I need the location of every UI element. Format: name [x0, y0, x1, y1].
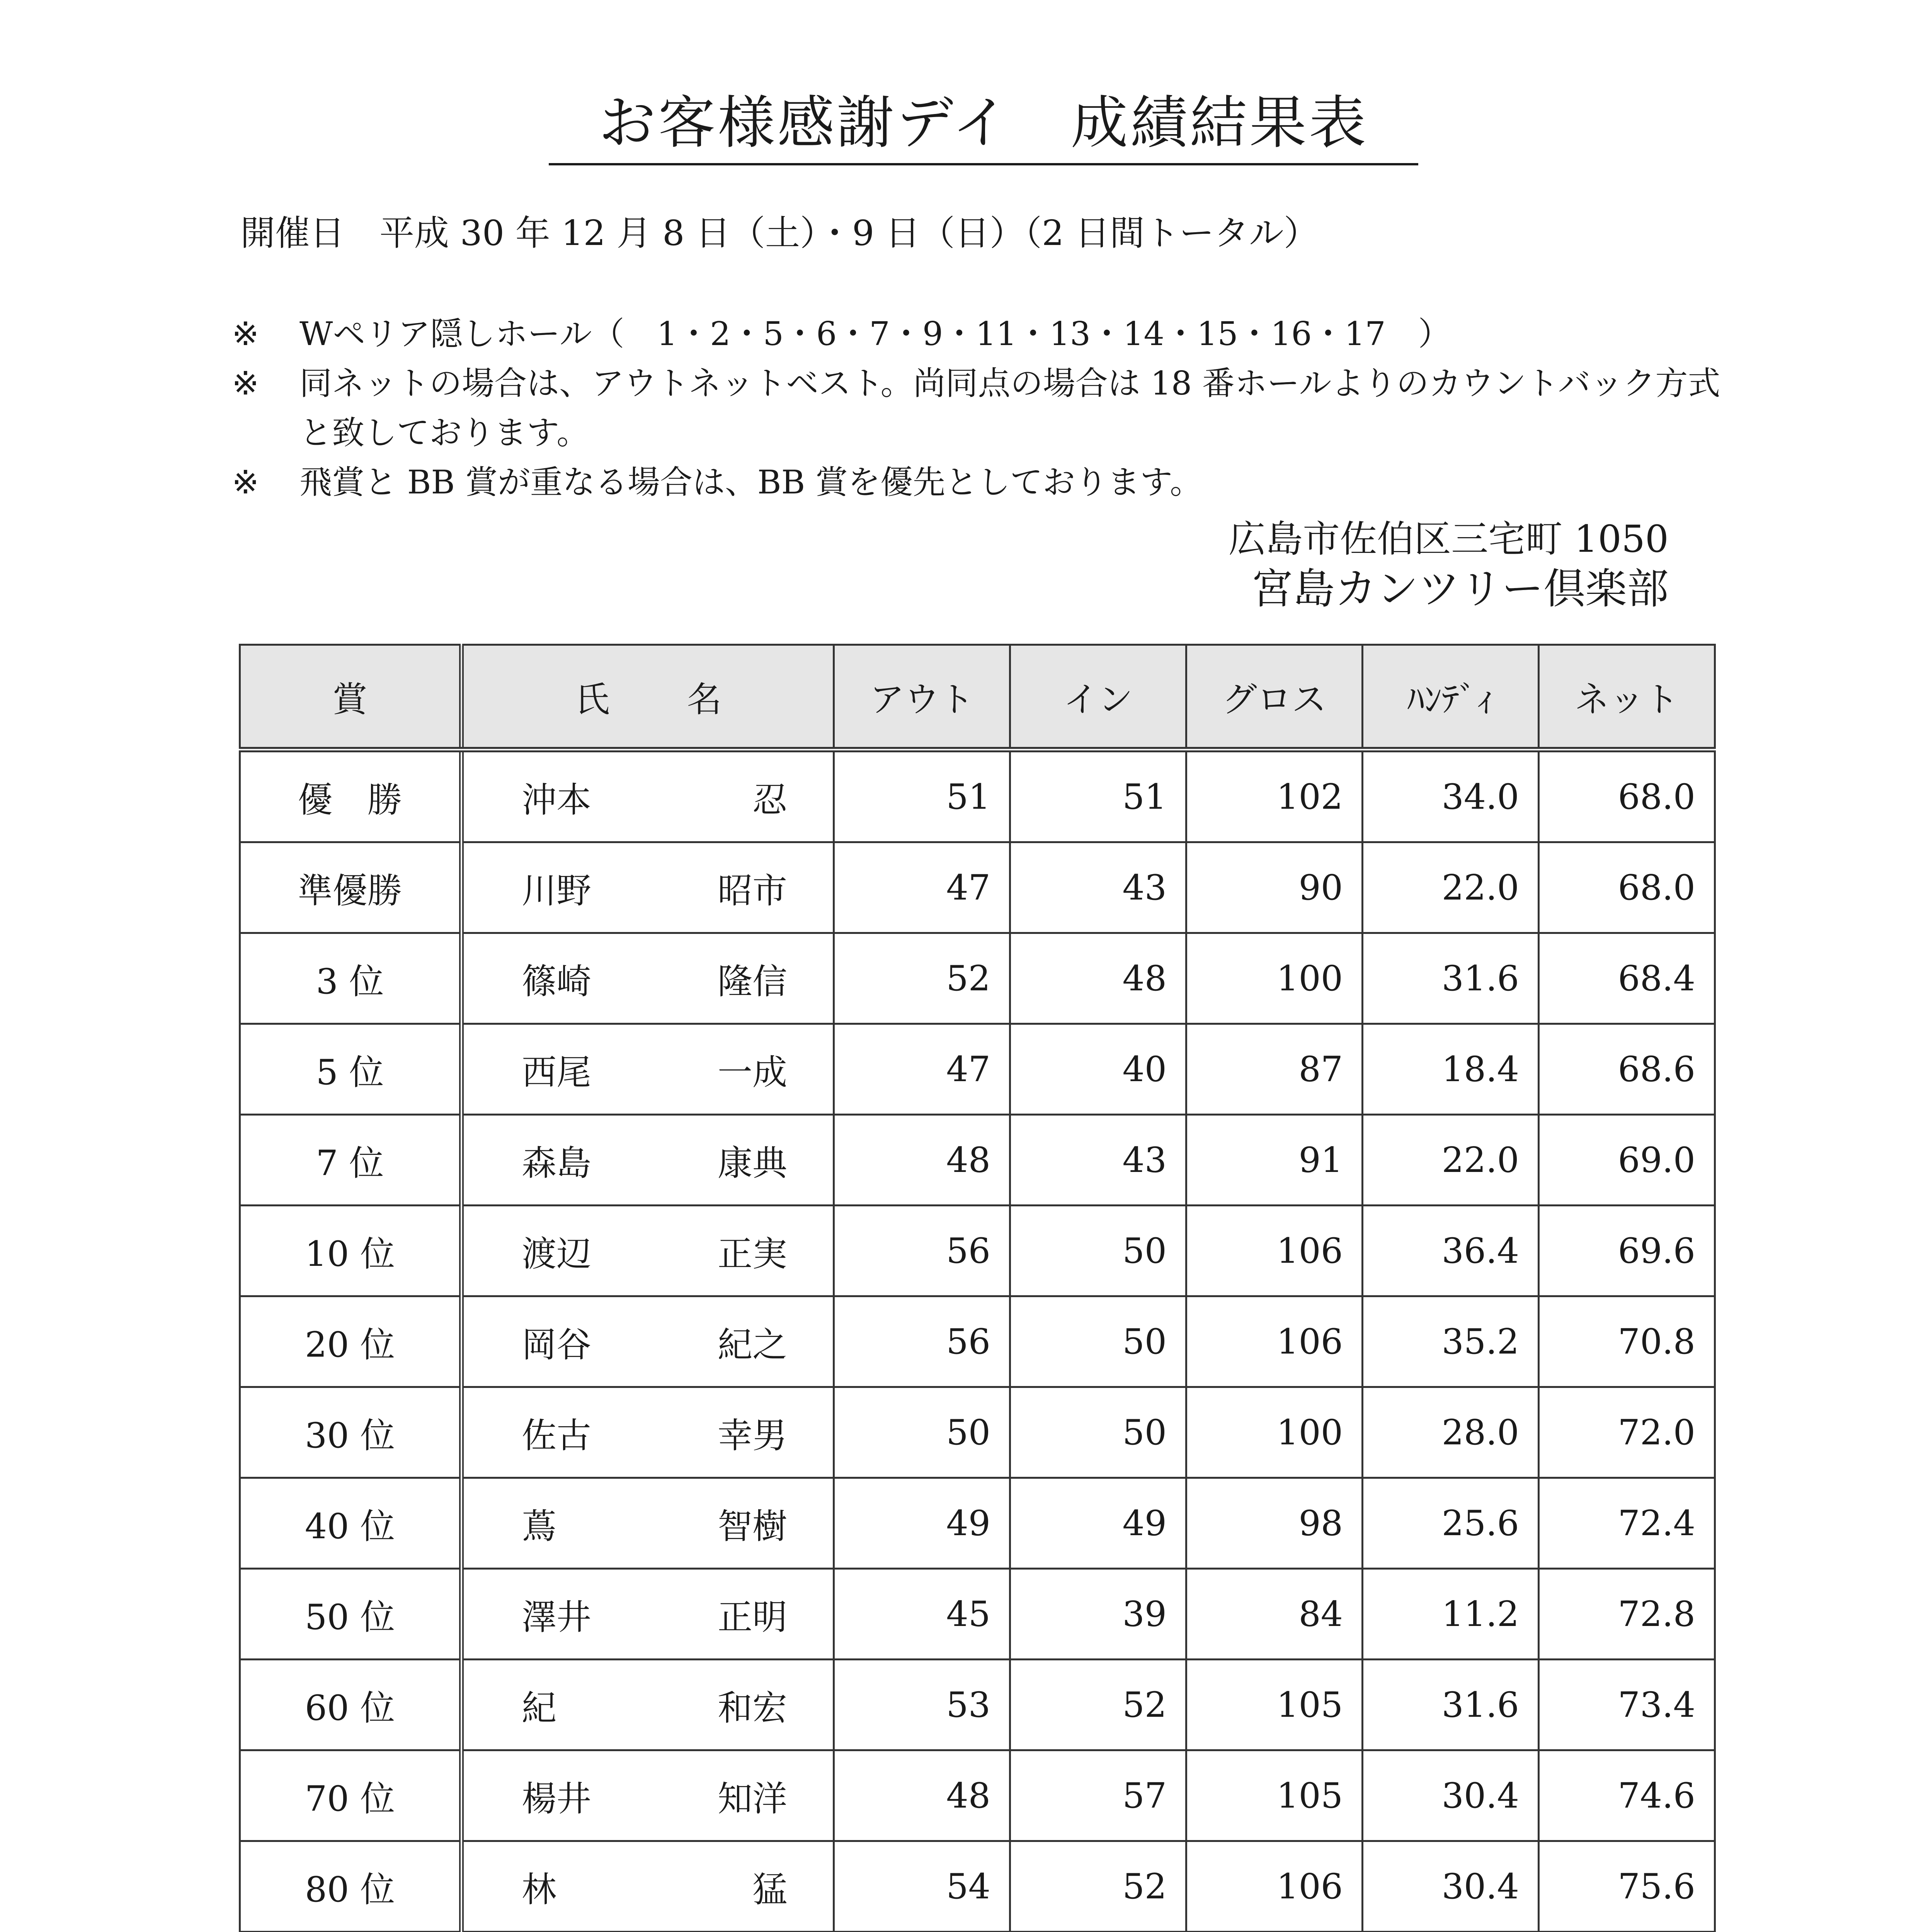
handicap-value: 36.4 — [1363, 1206, 1539, 1296]
table-row — [240, 933, 1715, 1024]
given-name: 一成 — [718, 1052, 787, 1093]
document-title: お客様感謝デイ 成績結果表 — [549, 77, 1418, 165]
given-name: 猛 — [752, 1869, 787, 1910]
table-row — [240, 1478, 1715, 1569]
family-name: 林 — [522, 1869, 556, 1910]
out-score: 48 — [834, 1750, 1010, 1841]
prize-cell: 準優勝 — [240, 842, 462, 933]
family-name: 森島 — [522, 1143, 591, 1184]
in-score: 50 — [1010, 1387, 1186, 1478]
out-score: 51 — [834, 750, 1010, 842]
net-score: 74.6 — [1539, 1750, 1715, 1841]
handicap-value: 11.2 — [1363, 1569, 1539, 1660]
handicap-value: 31.6 — [1363, 933, 1539, 1024]
net-score: 68.0 — [1539, 842, 1715, 933]
club-address: 広島市佐伯区三宅町 1050 — [1229, 517, 1669, 561]
in-score: 48 — [1010, 933, 1186, 1024]
name-cell — [461, 1569, 834, 1660]
prize-cell: 80 位 — [240, 1841, 462, 1932]
prize-cell: 30 位 — [240, 1387, 462, 1478]
name-cell — [461, 1750, 834, 1841]
table-row — [240, 1841, 1715, 1932]
gross-score: 91 — [1186, 1115, 1363, 1206]
given-name: 康典 — [718, 1143, 787, 1184]
out-score: 53 — [834, 1660, 1010, 1750]
given-name: 知洋 — [718, 1779, 787, 1819]
prize-cell: 60 位 — [240, 1660, 462, 1750]
handicap-value: 18.4 — [1363, 1024, 1539, 1115]
in-score: 40 — [1010, 1024, 1186, 1115]
in-score: 52 — [1010, 1660, 1186, 1750]
net-score: 69.6 — [1539, 1206, 1715, 1296]
name-cell — [461, 933, 834, 1024]
event-date: 開催日 平成 30 年 12 月 8 日（土）・9 日（日）（2 日間トータル） — [240, 213, 1319, 253]
out-score: 56 — [834, 1296, 1010, 1387]
in-score: 50 — [1010, 1206, 1186, 1296]
note-mark: ※ — [232, 315, 259, 353]
gross-score: 106 — [1186, 1206, 1363, 1296]
results-body — [240, 750, 1715, 1932]
family-name: 楊井 — [522, 1779, 591, 1819]
in-score: 51 — [1010, 750, 1186, 842]
note-mark: ※ — [232, 364, 259, 402]
net-score: 69.0 — [1539, 1115, 1715, 1206]
given-name: 幸男 — [718, 1415, 787, 1456]
handicap-value: 28.0 — [1363, 1387, 1539, 1478]
gross-score: 90 — [1186, 842, 1363, 933]
out-score: 52 — [834, 933, 1010, 1024]
given-name: 隆信 — [718, 961, 787, 1002]
handicap-value: 35.2 — [1363, 1296, 1539, 1387]
table-row — [240, 750, 1715, 842]
net-score: 68.4 — [1539, 933, 1715, 1024]
out-score: 47 — [834, 842, 1010, 933]
out-score: 56 — [834, 1206, 1010, 1296]
family-name: 岡谷 — [522, 1325, 591, 1365]
header-prize: 賞 — [240, 645, 462, 750]
note-text: Wペリア隠しホール（ 1・2・5・6・7・9・11・13・14・15・16・17 ） — [299, 315, 1451, 353]
gross-score: 87 — [1186, 1024, 1363, 1115]
handicap-value: 34.0 — [1363, 750, 1539, 842]
header-in: イン — [1010, 645, 1186, 750]
net-score: 72.0 — [1539, 1387, 1715, 1478]
name-cell — [461, 1841, 834, 1932]
gross-score: 98 — [1186, 1478, 1363, 1569]
gross-score: 106 — [1186, 1296, 1363, 1387]
name-cell — [461, 1660, 834, 1750]
out-score: 49 — [834, 1478, 1010, 1569]
given-name: 智樹 — [718, 1506, 787, 1547]
gross-score: 100 — [1186, 1387, 1363, 1478]
table-row — [240, 842, 1715, 933]
out-score: 45 — [834, 1569, 1010, 1660]
name-cell — [461, 1206, 834, 1296]
gross-score: 100 — [1186, 933, 1363, 1024]
prize-cell: 7 位 — [240, 1115, 462, 1206]
prize-cell: 20 位 — [240, 1296, 462, 1387]
prize-cell: 10 位 — [240, 1206, 462, 1296]
header-out: アウト — [834, 645, 1010, 750]
net-score: 68.6 — [1539, 1024, 1715, 1115]
table-row — [240, 1750, 1715, 1841]
handicap-value: 22.0 — [1363, 1115, 1539, 1206]
table-header-row — [240, 645, 1715, 750]
header-handicap: ﾊﾝﾃﾞｨ — [1363, 645, 1539, 750]
table-row — [240, 1206, 1715, 1296]
out-score: 54 — [834, 1841, 1010, 1932]
given-name: 忍 — [752, 780, 787, 820]
header-gross: グロス — [1186, 645, 1363, 750]
name-cell — [461, 1387, 834, 1478]
family-name: 渡辺 — [522, 1234, 591, 1274]
net-score: 72.8 — [1539, 1569, 1715, 1660]
family-name: 佐古 — [522, 1415, 591, 1456]
header-net: ネット — [1539, 645, 1715, 750]
handicap-value: 25.6 — [1363, 1478, 1539, 1569]
net-score: 68.0 — [1539, 750, 1715, 842]
results-table — [239, 644, 1716, 1932]
club-name: 宮島カンツリー倶楽部 — [1251, 565, 1669, 613]
prize-cell: 50 位 — [240, 1569, 462, 1660]
in-score: 43 — [1010, 842, 1186, 933]
table-row — [240, 1569, 1715, 1660]
name-cell — [461, 1478, 834, 1569]
note-item — [232, 457, 1739, 507]
name-cell — [461, 750, 834, 842]
given-name: 昭市 — [718, 871, 787, 911]
gross-score: 105 — [1186, 1750, 1363, 1841]
header-name — [461, 645, 834, 750]
family-name: 西尾 — [522, 1052, 591, 1093]
family-name: 紀 — [522, 1688, 556, 1728]
prize-cell: 40 位 — [240, 1478, 462, 1569]
prize-cell: 優 勝 — [240, 750, 462, 842]
net-score: 72.4 — [1539, 1478, 1715, 1569]
name-cell — [461, 1115, 834, 1206]
gross-score: 102 — [1186, 750, 1363, 842]
note-text: 同ネットの場合は、アウトネットベスト。尚同点の場合は 18 番ホールよりのカウントバック方式と致しております。 — [299, 364, 1720, 452]
note-item — [232, 359, 1739, 457]
family-name: 篠崎 — [522, 961, 591, 1002]
name-cell — [461, 1296, 834, 1387]
gross-score: 84 — [1186, 1569, 1363, 1660]
prize-cell: 3 位 — [240, 933, 462, 1024]
header-name-given: 名 — [687, 679, 722, 720]
name-cell — [461, 1024, 834, 1115]
notes-list — [232, 309, 1739, 507]
table-row — [240, 1387, 1715, 1478]
in-score: 39 — [1010, 1569, 1186, 1660]
in-score: 49 — [1010, 1478, 1186, 1569]
family-name: 川野 — [522, 871, 591, 911]
gross-score: 105 — [1186, 1660, 1363, 1750]
in-score: 57 — [1010, 1750, 1186, 1841]
table-row — [240, 1660, 1715, 1750]
out-score: 50 — [834, 1387, 1010, 1478]
gross-score: 106 — [1186, 1841, 1363, 1932]
name-cell — [461, 842, 834, 933]
handicap-value: 30.4 — [1363, 1841, 1539, 1932]
note-mark: ※ — [232, 463, 259, 501]
in-score: 52 — [1010, 1841, 1186, 1932]
handicap-value: 31.6 — [1363, 1660, 1539, 1750]
net-score: 75.6 — [1539, 1841, 1715, 1932]
family-name: 蔦 — [522, 1506, 556, 1547]
in-score: 50 — [1010, 1296, 1186, 1387]
given-name: 正実 — [718, 1234, 787, 1274]
net-score: 70.8 — [1539, 1296, 1715, 1387]
net-score: 73.4 — [1539, 1660, 1715, 1750]
given-name: 紀之 — [718, 1325, 787, 1365]
out-score: 47 — [834, 1024, 1010, 1115]
handicap-value: 22.0 — [1363, 842, 1539, 933]
family-name: 沖本 — [522, 780, 591, 820]
prize-cell: 5 位 — [240, 1024, 462, 1115]
given-name: 和宏 — [718, 1688, 787, 1728]
out-score: 48 — [834, 1115, 1010, 1206]
note-item — [232, 309, 1739, 359]
prize-cell: 70 位 — [240, 1750, 462, 1841]
table-row — [240, 1024, 1715, 1115]
handicap-value: 30.4 — [1363, 1750, 1539, 1841]
given-name: 正明 — [718, 1597, 787, 1638]
note-text: 飛賞と BB 賞が重なる場合は、BB 賞を優先としております。 — [299, 463, 1203, 501]
family-name: 澤井 — [522, 1597, 591, 1638]
header-name-family: 氏 — [575, 679, 610, 720]
in-score: 43 — [1010, 1115, 1186, 1206]
table-row — [240, 1115, 1715, 1206]
club-address-block — [1229, 514, 1669, 614]
table-row — [240, 1296, 1715, 1387]
